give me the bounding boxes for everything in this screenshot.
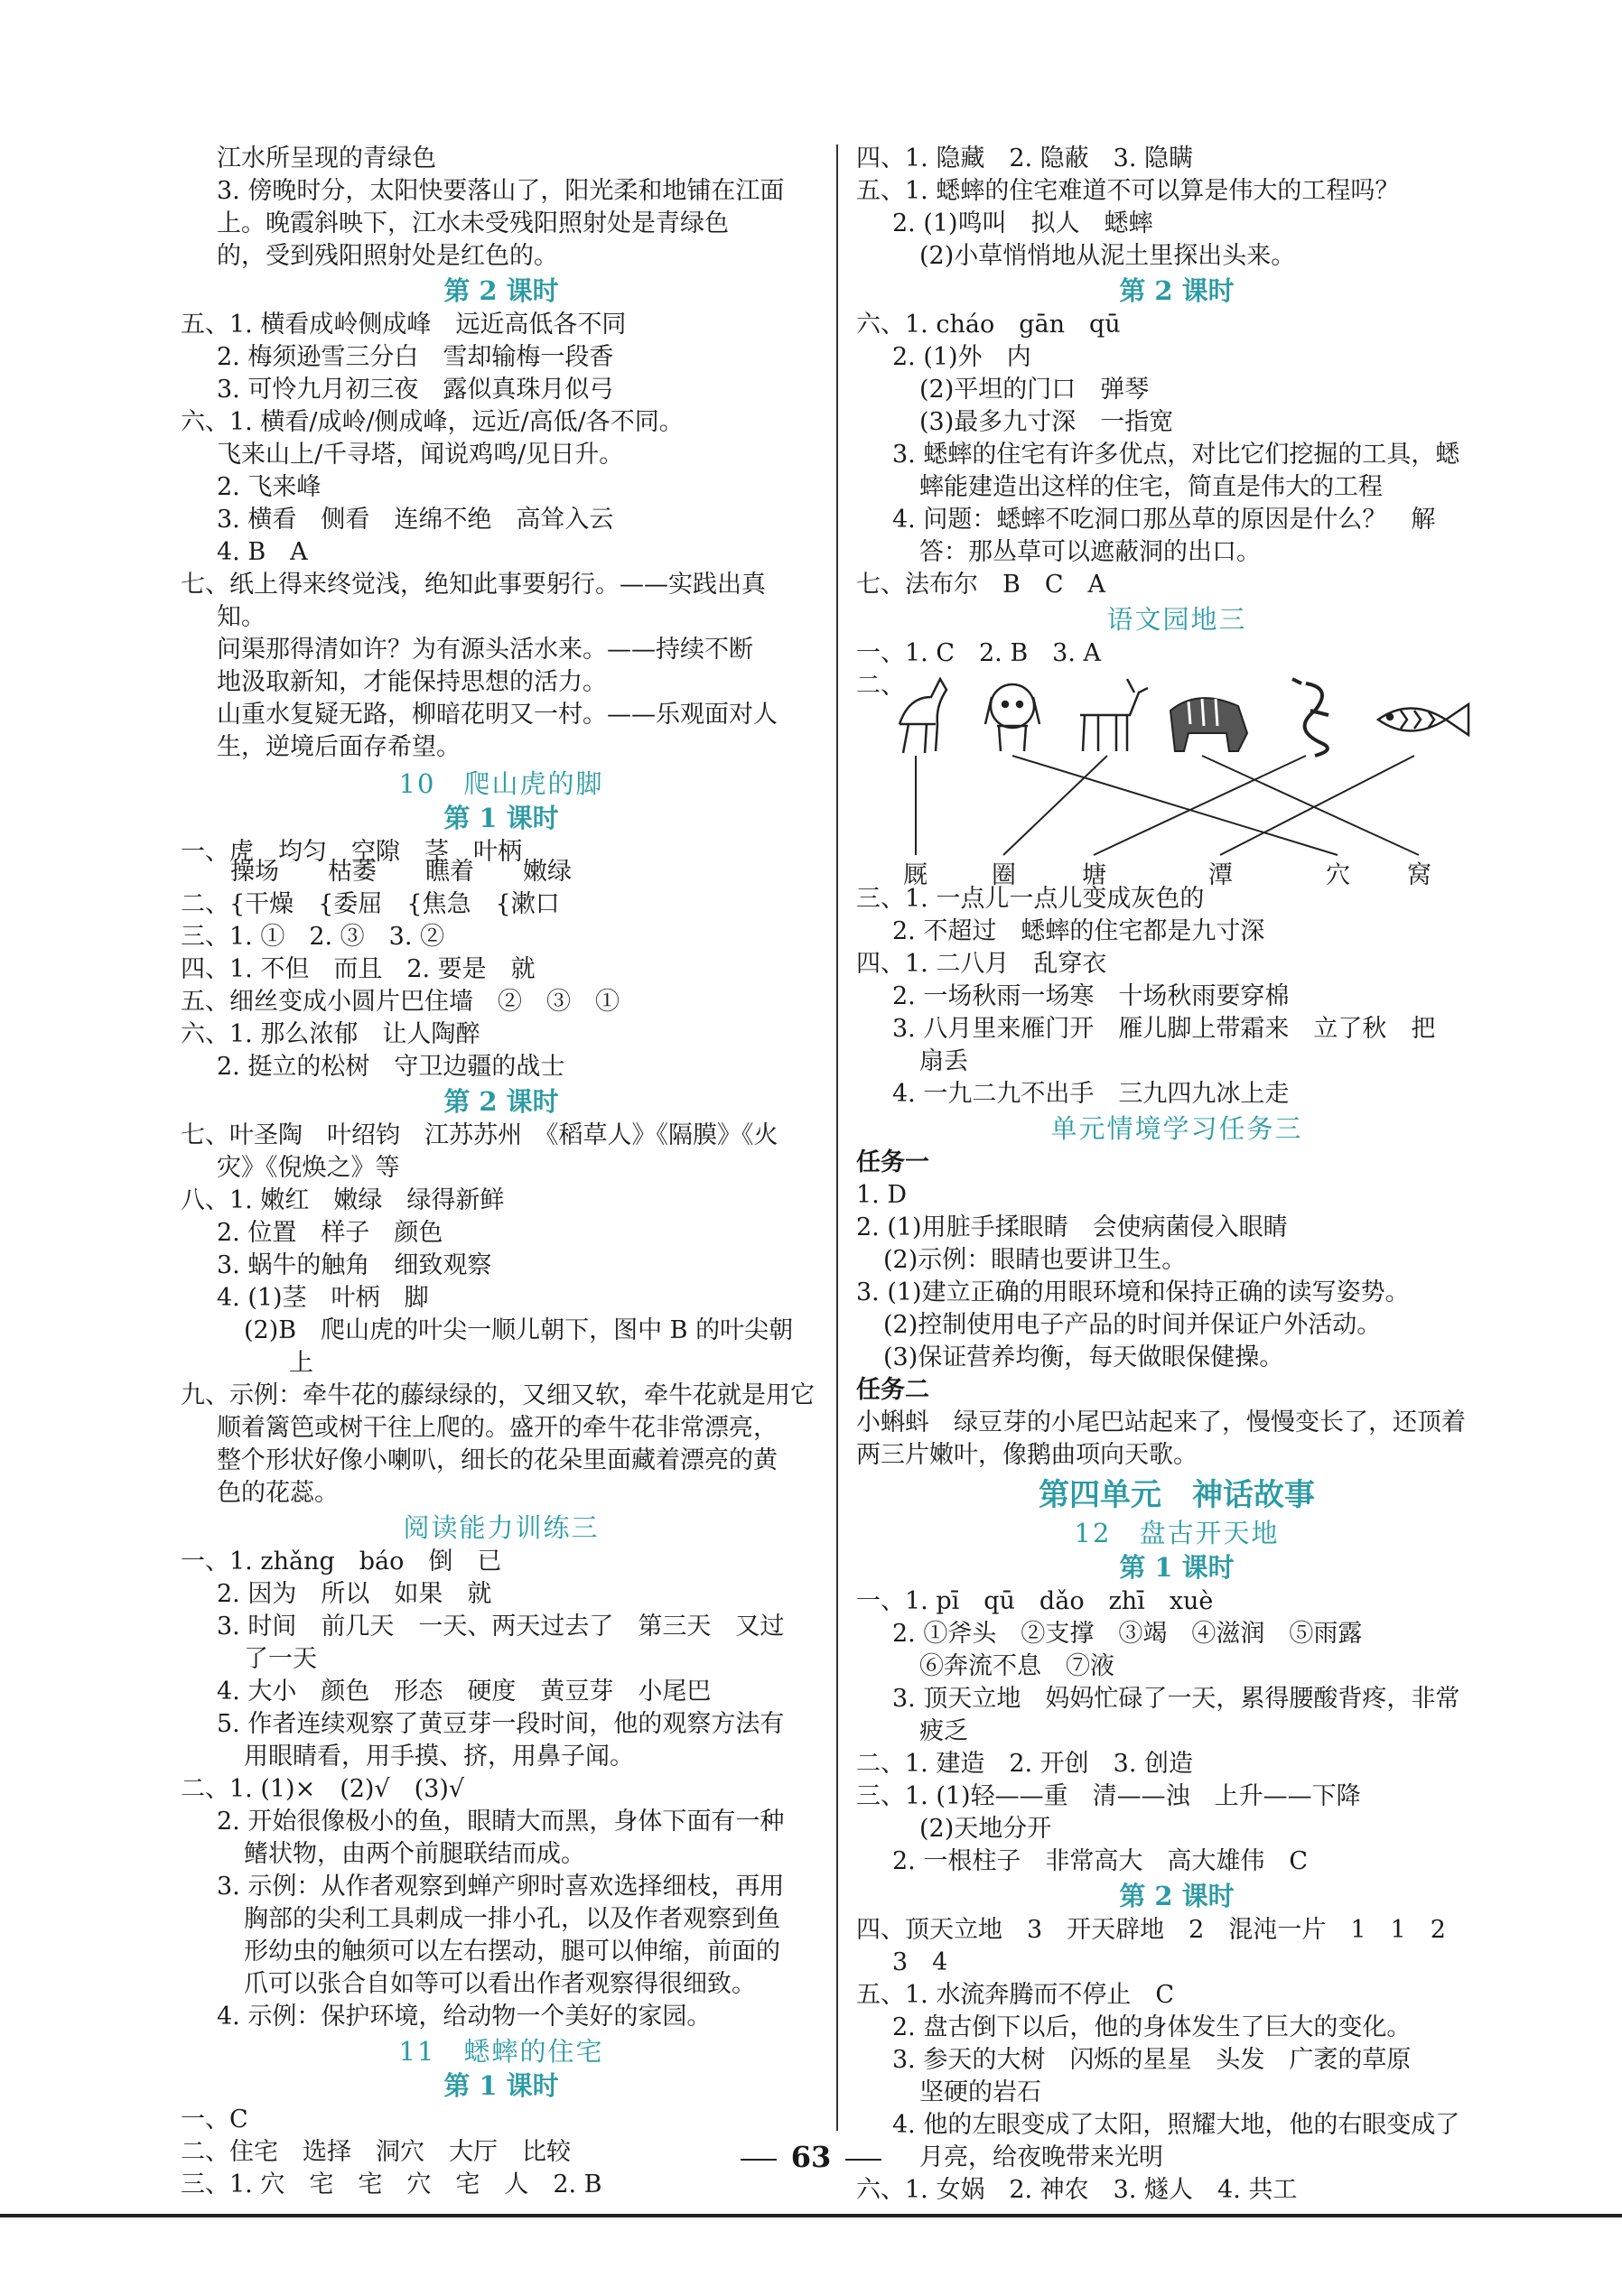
text-line: 二、1. 建造 2. 开创 3. 创造 xyxy=(856,1750,1194,1778)
text-line: 小蝌蚪 绿豆芽的小尾巴站起来了，慢慢变长了，还顶着 xyxy=(856,1408,1466,1436)
text-line: 3. 时间 前几天 一天、两天过去了 第三天 又过 xyxy=(217,1613,785,1641)
section-heading: 第 2 课时 xyxy=(1119,275,1235,306)
text-line: 五、1. 蟋蟀的住宅难道不可以算是伟大的工程吗？ xyxy=(856,177,1400,205)
text-line: 5. 作者连续观察了黄豆芽一段时间，他的观察方法有 xyxy=(217,1710,785,1738)
text-line: 三、1. 穴 宅 宅 穴 宅 人 2. B xyxy=(181,2171,602,2198)
tiger-icon xyxy=(1170,698,1247,751)
text-line: 3. 傍晚时分，太阳快要落山了，阳光柔和地铺在江面 xyxy=(217,177,785,205)
text-line: 顺着篱笆或树干往上爬的。盛开的牵牛花非常漂亮， xyxy=(217,1414,778,1442)
section-heading: 阅读能力训练三 xyxy=(403,1512,600,1543)
page-number: 63 xyxy=(790,2140,832,2174)
matching-label: 潭 xyxy=(1208,861,1233,889)
text-line: (2)控制使用电子产品的时间并保证户外活动。 xyxy=(883,1311,1382,1339)
section-heading: 第 2 课时 xyxy=(1119,1881,1235,1911)
text-line: 的，受到残阳照射处是红色的。 xyxy=(217,242,558,270)
section-heading: 语文园地三 xyxy=(1106,604,1247,635)
text-line: 二、1. (1)× (2)√ (3)√ xyxy=(181,1775,465,1803)
text-line: (2)示例：眼睛也要讲卫生。 xyxy=(883,1246,1187,1274)
text-line: 四、1. 二八月 乱穿衣 xyxy=(856,950,1107,978)
footer-dash xyxy=(741,2159,777,2161)
text-line: 一、1. C 2. B 3. A xyxy=(856,639,1102,667)
text-line: 三、1. (1)轻——重 清——浊 上升——下降 xyxy=(856,1782,1361,1810)
text-line: 六、1. 那么浓郁 让人陶醉 xyxy=(181,1020,480,1048)
lesson-title: 11 蟋蟀的住宅 xyxy=(398,2036,604,2067)
text-line: 六、1. cháo gān qū xyxy=(856,311,1121,339)
text-line: 3. (1)建立正确的用眼环境和保持正确的读写姿势。 xyxy=(856,1278,1410,1306)
text-line: 一、1. zhǎng báo 倒 已 xyxy=(181,1548,502,1576)
section-heading: 第 2 课时 xyxy=(443,275,559,306)
bottom-rule xyxy=(0,2214,1622,2217)
text-line: 3. 蟋蟀的住宅有许多优点，对比它们挖掘的工具，蟋 xyxy=(892,441,1460,469)
text-line: 整个形状好像小喇叭，细长的花朵里面藏着漂亮的黄 xyxy=(217,1446,778,1474)
text-line: 4. 他的左眼变成了太阳，照耀大地，他的右眼变成了 xyxy=(892,2111,1460,2139)
text-line: 4. 问题：蟋蟀不吃洞口那丛草的原因是什么？ 解 xyxy=(892,506,1436,534)
text-line: 胸部的尖利工具刺成一排小孔，以及作者观察到鱼 xyxy=(244,1905,780,1933)
text-line: 六、1. 横看/成岭/侧成峰，远近/高低/各不同。 xyxy=(181,408,684,436)
text-line: 山重水复疑无路，柳暗花明又一村。——乐观面对人 xyxy=(217,701,778,729)
text-line: 3. 横看 侧看 连绵不绝 高耸入云 xyxy=(217,506,614,534)
lesson-title: 12 盘古开天地 xyxy=(1074,1518,1280,1548)
text-line: 灾》《倪焕之》等 xyxy=(217,1154,400,1182)
text-line: 七、叶圣陶 叶绍钧 江苏苏州 《稻草人》《隔膜》《火 xyxy=(181,1121,778,1149)
text-line: 鳍状物，由两个前腿联结而成。 xyxy=(244,1840,585,1868)
text-line: 4. (1)茎 叶柄 脚 xyxy=(217,1284,429,1312)
text-line: 两三片嫩叶，像鹅曲项向天歌。 xyxy=(856,1441,1198,1469)
section-heading: 第 1 课时 xyxy=(1119,1552,1235,1583)
text-line: 坚硬的岩石 xyxy=(919,2078,1041,2106)
section-heading: 第 1 课时 xyxy=(443,2070,559,2101)
text-line: 五、1. 水流奔腾而不停止 C xyxy=(856,1981,1175,2009)
text-line: 3. 八月里来雁门开 雁儿脚上带霜来 立了秋 把 xyxy=(892,1015,1436,1043)
text-line: 用眼睛看，用手摸、挤，用鼻子闻。 xyxy=(244,1743,634,1771)
text-line: 3. 示例：从作者观察到蝉产卵时喜欢选择细枝，再用 xyxy=(217,1873,785,1901)
text-line: 2. 盘古倒下以后，他的身体发生了巨大的变化。 xyxy=(892,2013,1412,2041)
text-line: 三、1. ① 2. ③ 3. ② xyxy=(181,923,445,951)
text-line: 2. 不超过 蟋蟀的住宅都是九寸深 xyxy=(892,917,1265,945)
horse-icon xyxy=(900,679,946,753)
text-line: 扇丢 xyxy=(919,1047,968,1075)
matching-label: 厩 xyxy=(903,861,928,889)
text-line: 二、住宅 选择 洞穴 大厅 比较 xyxy=(181,2138,571,2166)
task-heading: 任务二 xyxy=(856,1376,929,1404)
text-line: 2. (1)外 内 xyxy=(892,343,1031,371)
text-line: 生，逆境后面存希望。 xyxy=(217,733,461,761)
text-line: 2. 一根柱子 非常高大 高大雄伟 C xyxy=(892,1847,1309,1875)
text-line: 江水所呈现的青绿色 xyxy=(217,144,436,172)
page-footer xyxy=(0,2140,1622,2174)
text-line: 知。 xyxy=(217,603,266,631)
text-line: 2. (1)鸣叫 拟人 蟋蟀 xyxy=(892,209,1153,237)
section-heading: 第 1 课时 xyxy=(443,803,559,833)
text-line: 2. 因为 所以 如果 就 xyxy=(217,1580,492,1608)
text-line: 飞来山上/千寻塔，闻说鸡鸣/见日升。 xyxy=(217,441,624,469)
animal-matching-figure xyxy=(890,670,1487,896)
text-line: 操场 枯萎 瞧着 嫩绿 xyxy=(230,858,572,886)
text-line: 三、1. 一点儿一点儿变成灰色的 xyxy=(856,885,1205,913)
text-line: 九、示例：牵牛花的藤绿绿的，又细又软，牵牛花就是用它 xyxy=(181,1381,815,1409)
footer-dash xyxy=(845,2159,881,2161)
section-heading: 单元情境学习任务三 xyxy=(1050,1113,1303,1144)
text-line: 二、 xyxy=(856,672,905,700)
text-line: (2)平坦的门口 弹琴 xyxy=(919,376,1150,404)
text-line: 4. 一九二九不出手 三九四九冰上走 xyxy=(892,1080,1290,1108)
text-line: 疲乏 xyxy=(919,1717,968,1745)
dragon-icon xyxy=(1292,679,1328,756)
text-line: 3 4 xyxy=(892,1948,948,1976)
text-line: 3. 参天的大树 闪烁的星星 头发 广袤的草原 xyxy=(892,2046,1412,2074)
text-line: (2)小草悄悄地从泥土里探出头来。 xyxy=(919,242,1296,270)
goat-icon xyxy=(1080,679,1148,751)
dog-icon xyxy=(985,684,1039,751)
task-heading: 任务一 xyxy=(856,1148,929,1176)
text-line: 四、1. 隐藏 2. 隐蔽 3. 隐瞒 xyxy=(856,144,1194,172)
text-line: 2. ①斧头 ②支撑 ③竭 ④滋润 ⑤雨露 xyxy=(892,1620,1363,1648)
lesson-title: 10 爬山虎的脚 xyxy=(398,768,604,799)
text-line: 2. 开始很像极小的鱼，眼睛大而黑，身体下面有一种 xyxy=(217,1808,785,1836)
matching-lines xyxy=(890,670,1487,878)
section-heading: 第 2 课时 xyxy=(443,1086,559,1117)
text-line: 问渠那得清如许？为有源头活水来。——持续不断 xyxy=(217,636,753,664)
text-line: 2. 飞来峰 xyxy=(217,473,322,501)
fish-icon xyxy=(1378,704,1468,735)
column-divider xyxy=(836,144,838,2131)
text-line: 四、顶天立地 3 开天辟地 2 混沌一片 1 1 2 xyxy=(856,1916,1446,1944)
text-line: 六、1. 女娲 2. 神农 3. 燧人 4. 共工 xyxy=(856,2176,1298,2204)
text-line: 2. (1)用脏手揉眼睛 会使病菌侵入眼睛 xyxy=(856,1213,1288,1241)
text-line: 爪可以张合自如等可以看出作者观察得很细致。 xyxy=(244,1970,756,1998)
text-line: 4. B A xyxy=(217,538,308,566)
text-line: 地汲取新知，才能保持思想的活力。 xyxy=(217,668,607,696)
text-line: 形幼虫的触须可以左右摆动，腿可以伸缩，前面的 xyxy=(244,1938,780,1966)
text-line: 一、1. pī qū dǎo zhī xuè xyxy=(856,1587,1214,1615)
text-line: 4. 大小 颜色 形态 硬度 黄豆芽 小尾巴 xyxy=(217,1678,712,1706)
text-line: 1. D xyxy=(856,1181,907,1209)
text-line: 上 xyxy=(289,1349,313,1377)
text-line: 七、法布尔 B C A xyxy=(856,571,1105,599)
text-line: 2. 挺立的松树 守卫边疆的战士 xyxy=(217,1053,565,1081)
matching-label: 穴 xyxy=(1326,861,1350,889)
text-line: 一、虎 均匀 空隙 茎 叶柄 xyxy=(181,838,522,866)
text-line: 答：那丛草可以遮蔽洞的出口。 xyxy=(919,538,1261,566)
text-line: 五、1. 横看成岭侧成峰 远近高低各不同 xyxy=(181,311,627,339)
text-line: 五、细丝变成小圆片巴住墙 ② ③ ① xyxy=(181,988,620,1016)
unit-title: 第四单元 神话故事 xyxy=(1039,1477,1315,1513)
text-line: 色的花蕊。 xyxy=(217,1479,339,1507)
text-line: 3. 顶天立地 妈妈忙碌了一天，累得腰酸背疼，非常 xyxy=(892,1685,1460,1713)
text-line: 蟀能建造出这样的住宅，简直是伟大的工程 xyxy=(919,473,1383,501)
text-line: 3. 可怜九月初三夜 露似真珠月似弓 xyxy=(217,376,614,404)
text-line: (3)最多九寸深 一指宽 xyxy=(919,408,1174,436)
text-line: (2)B 爬山虎的叶尖一顺儿朝下，图中 B 的叶尖朝 xyxy=(244,1316,794,1344)
text-line: 上。晚霞斜映下，江水未受残阳照射处是青绿色 xyxy=(217,209,729,237)
text-line: 四、1. 不但 而且 2. 要是 就 xyxy=(181,955,536,983)
text-line: 月亮，给夜晚带来光明 xyxy=(919,2143,1163,2171)
text-line: 3. 蜗牛的触角 细致观察 xyxy=(217,1251,492,1279)
text-line: (3)保证营养均衡，每天做眼保健操。 xyxy=(883,1343,1284,1371)
text-line: 了一天 xyxy=(244,1645,317,1673)
text-line: ⑥奔流不息 ⑦液 xyxy=(919,1652,1114,1680)
text-line: 七、纸上得来终觉浅，绝知此事要躬行。——实践出真 xyxy=(181,571,766,599)
text-line: 2. 梅须逊雪三分白 雪却输梅一段香 xyxy=(217,343,614,371)
text-line: 二、{干燥 {委屈 {焦急 {漱口 xyxy=(181,890,560,918)
text-line: 2. 位置 样子 颜色 xyxy=(217,1219,443,1247)
matching-label: 圈 xyxy=(992,861,1016,889)
matching-label: 塘 xyxy=(1082,861,1106,889)
text-line: 一、C xyxy=(181,2105,248,2133)
text-line: 八、1. 嫩红 嫩绿 绿得新鲜 xyxy=(181,1186,505,1214)
text-line: 4. 示例：保护环境，给动物一个美好的家园。 xyxy=(217,2003,712,2031)
text-line: 2. 一场秋雨一场寒 十场秋雨要穿棉 xyxy=(892,982,1290,1010)
text-line: (2)天地分开 xyxy=(919,1815,1052,1843)
matching-label: 窝 xyxy=(1407,861,1431,889)
